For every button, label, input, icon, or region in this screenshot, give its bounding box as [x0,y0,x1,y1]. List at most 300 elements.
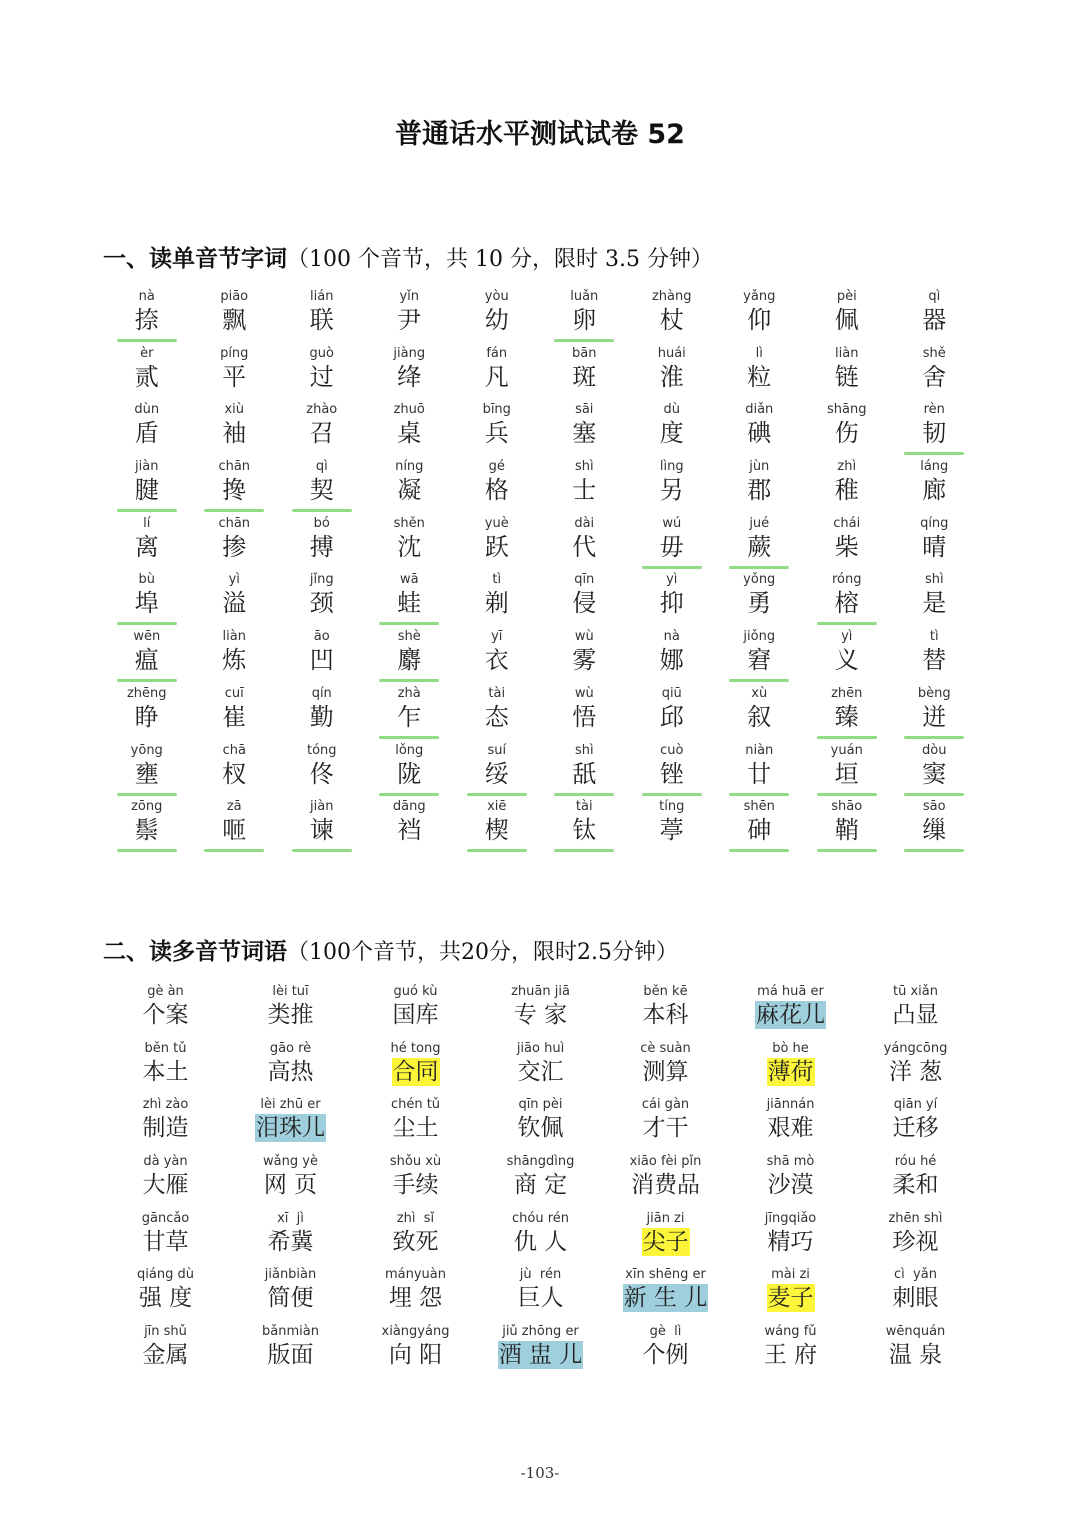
char-cell [716,628,804,685]
pinyin: zhì zào [142,1097,189,1113]
hanzi: 盾 [134,419,159,448]
char-cell [453,401,541,458]
word: 本科 [642,1002,689,1028]
pinyin: jiǔ zhōng er [502,1324,579,1340]
pinyin: zā [226,799,242,815]
char-cell [278,798,366,855]
underline-mark [904,452,964,455]
underline-mark [817,736,877,739]
pinyin: liàn [835,345,859,361]
hanzi: 格 [484,476,509,505]
underline-mark [379,679,439,682]
pinyin: shěn [393,515,425,531]
char-cell [716,288,804,345]
underline-mark [379,622,439,625]
word-cell [853,1153,978,1210]
pinyin: dù [663,402,680,418]
char-cell [103,401,191,458]
pinyin: xiù [224,402,245,418]
char-cell [103,742,191,799]
word-cell [103,1323,228,1380]
highlighted-word: 麻花儿 [756,1002,825,1028]
pinyin: shì [574,742,594,758]
char-cell [803,571,891,628]
word-cell [728,983,853,1040]
word: 金属 [142,1342,189,1369]
char-cell [628,628,716,685]
highlighted-word: 新 生 儿 [623,1285,708,1312]
char-cell [541,742,629,799]
pinyin: jù rén [519,1267,562,1283]
pinyin: dà yàn [143,1154,188,1170]
hanzi: 勇 [747,589,772,618]
word: 测算 [642,1058,689,1085]
char-cell [541,628,629,685]
char-cell [628,345,716,402]
char-cell [891,401,979,458]
hanzi: 葶 [659,816,684,845]
char-cell [628,515,716,572]
pinyin: suí [487,742,507,758]
pinyin: fán [486,345,508,361]
hanzi: 斑 [572,362,597,391]
word-cell [728,1323,853,1380]
pinyin: qíng [920,515,949,531]
pinyin: lǒng [395,742,424,758]
pinyin: niàn [745,742,774,758]
char-cell [191,798,279,855]
pinyin: xiàngyáng [381,1324,450,1340]
hanzi: 舐 [572,759,597,788]
char-cell [628,685,716,742]
word: 大雁 [142,1172,189,1199]
pinyin: chān [218,515,251,531]
word-cell [478,983,603,1040]
hanzi: 凹 [309,646,334,675]
hanzi: 链 [834,362,859,391]
hanzi: 稚 [834,476,859,505]
hanzi: 蕨 [747,532,772,561]
hanzi: 搏 [309,532,334,561]
word-cell [228,1323,353,1380]
pinyin: shā mò [766,1154,815,1170]
pinyin: luǎn [570,289,599,304]
char-cell [191,628,279,685]
hanzi: 绥 [484,759,509,788]
word: 强 度 [138,1285,193,1312]
pinyin: qiáng dù [137,1267,194,1283]
hanzi: 尹 [397,306,422,334]
word: 本土 [142,1058,189,1085]
hanzi: 伤 [834,419,859,448]
char-cell [366,571,454,628]
word: 类推 [267,1002,314,1028]
char-cell [278,515,366,572]
hanzi: 钛 [572,816,597,845]
hanzi: 睁 [134,702,159,731]
hanzi: 毋 [659,532,684,561]
hanzi: 榕 [834,589,859,618]
pinyin: bèng [917,685,951,701]
char-cell [541,401,629,458]
word: 网 页 [263,1172,318,1199]
word-cell [228,1153,353,1210]
underline-mark [117,622,177,625]
pinyin: èr [140,345,154,361]
pinyin: jiānnán [766,1097,815,1113]
pinyin: wú [662,515,682,531]
char-cell [278,742,366,799]
pinyin: liàn [222,629,246,645]
word: 巨人 [517,1285,564,1312]
char-cell [891,458,979,515]
pinyin: tài [575,799,593,815]
char-cell [628,742,716,799]
hanzi: 邱 [659,702,684,731]
char-cell [366,798,454,855]
char-cell [103,798,191,855]
word-cell [103,1040,228,1097]
pinyin: zhēn [831,685,863,701]
pinyin: jué [749,515,770,531]
word-cell [228,983,353,1040]
pinyin: yǐn [399,289,420,304]
char-cell [103,571,191,628]
char-cell [803,401,891,458]
char-cell [103,515,191,572]
pinyin: cái gàn [641,1097,690,1113]
hanzi: 契 [309,476,334,505]
char-cell [278,685,366,742]
char-cell [803,628,891,685]
underline-mark [204,849,264,852]
char-cell [891,345,979,402]
char-cell [891,742,979,799]
pinyin: níng [395,459,424,475]
hanzi: 士 [572,476,597,505]
pinyin: jiàn [135,459,159,475]
underline-mark [904,793,964,796]
underline-mark [642,793,702,796]
char-cell [366,515,454,572]
hanzi: 掺 [222,532,247,561]
char-cell [891,571,979,628]
pinyin: lèi zhū er [260,1097,321,1113]
pinyin: jiǎnbiàn [264,1267,317,1283]
hanzi: 捺 [134,306,159,334]
word: 希冀 [267,1228,314,1255]
pinyin: gé [488,459,505,475]
pinyin: zhēn shì [888,1210,943,1226]
hanzi: 臻 [834,702,859,731]
pinyin: zōng [131,799,163,815]
char-cell [891,288,979,345]
word-cell [478,1153,603,1210]
char-cell [803,742,891,799]
word: 刺眼 [892,1285,939,1312]
pinyin: shǒu xù [389,1154,442,1170]
underline-mark [117,679,177,682]
pinyin: zhì sǐ [396,1210,435,1226]
hanzi: 杈 [222,759,247,788]
word: 柔和 [892,1172,939,1199]
pinyin: chóu rén [511,1210,569,1226]
pinyin: jǐng [309,572,334,588]
pinyin: diǎn [745,402,774,418]
word-cell [353,1096,478,1153]
char-cell [628,401,716,458]
char-cell [803,798,891,855]
pinyin: zhì [837,459,857,475]
char-cell [191,458,279,515]
word-cell [853,1266,978,1323]
word: 钦佩 [517,1115,564,1142]
underline-mark [379,793,439,796]
hanzi: 侵 [572,589,597,618]
pinyin: qín [311,685,332,701]
char-cell [541,571,629,628]
word: 凸显 [892,1002,939,1028]
pinyin: yángcōng [883,1040,948,1056]
word-cell [353,1266,478,1323]
word-cell [353,1040,478,1097]
pinyin: gè àn [147,984,184,999]
underline-mark [729,793,789,796]
word-cell [853,983,978,1040]
pinyin: mányuàn [384,1267,446,1283]
hanzi: 衣 [484,646,509,675]
pinyin: xīn shēng er [625,1267,706,1283]
hanzi: 离 [134,532,159,561]
word: 埋 怨 [388,1285,443,1312]
word: 尘土 [392,1115,439,1142]
hanzi: 缫 [922,816,947,845]
pinyin: tì [492,572,502,588]
char-cell [453,798,541,855]
hanzi: 佟 [309,759,334,788]
pinyin: wǎng yè [263,1154,318,1170]
pinyin: zhào [306,402,338,418]
char-cell [628,798,716,855]
word-cell [603,1040,728,1097]
pinyin: jiān zi [646,1210,685,1226]
underline-mark [729,849,789,852]
char-cell [803,288,891,345]
word: 简便 [267,1285,314,1312]
pinyin: píng [220,345,249,361]
hanzi: 勤 [309,702,334,731]
pinyin: láng [920,459,949,475]
char-cell [453,288,541,345]
char-cell [453,571,541,628]
hanzi: 替 [922,646,947,675]
single-syllable-grid [103,288,978,855]
pinyin: zhuō [393,402,425,418]
hanzi: 贰 [134,362,159,391]
section1-heading [103,240,713,273]
hanzi: 瘟 [134,646,159,675]
pinyin: chén tǔ [390,1097,441,1113]
hanzi: 蛙 [397,589,422,618]
pinyin: shēn [743,799,775,815]
char-cell [716,742,804,799]
pinyin: cì yǎn [894,1267,937,1283]
hanzi: 乍 [397,702,422,731]
page-title: 普通话水平测试试卷 52 [395,119,685,150]
char-cell [891,628,979,685]
pinyin: bīng [482,402,511,418]
word: 专 家 [513,1002,568,1028]
underline-mark [554,339,614,342]
pinyin: jiàn [310,799,334,815]
char-cell [803,515,891,572]
char-cell [366,685,454,742]
underline-mark [117,793,177,796]
pinyin: jùn [749,459,770,475]
char-cell [716,571,804,628]
pinyin: chān [218,459,251,475]
hanzi: 态 [484,702,509,731]
hanzi: 召 [309,419,334,448]
word-cell [103,1266,228,1323]
char-cell [716,515,804,572]
word: 甘草 [142,1228,189,1255]
pinyin: bò he [772,1040,809,1056]
word-cell [478,1266,603,1323]
highlighted-word: 尖子 [642,1228,689,1255]
pinyin: dài [574,515,595,531]
hanzi: 飘 [222,306,247,334]
hanzi: 谏 [309,816,334,845]
pinyin: bó [313,515,330,531]
char-cell [453,458,541,515]
pinyin: qiū [661,685,682,701]
char-cell [103,458,191,515]
word-cell [853,1040,978,1097]
hanzi: 度 [659,419,684,448]
pinyin: shāo [831,799,863,815]
pinyin: hé tong [390,1040,441,1056]
hanzi: 粒 [747,362,772,391]
pinyin: zhuān jiā [511,984,570,999]
char-cell [453,685,541,742]
pinyin: yōng [130,742,163,758]
pinyin: róng [831,572,862,588]
pinyin: shāngdìng [506,1154,575,1170]
char-cell [191,742,279,799]
word-cell [353,1323,478,1380]
hanzi: 袖 [222,419,247,448]
pinyin: sāo [922,799,946,815]
pinyin: lián [310,289,334,304]
char-cell [891,798,979,855]
word: 洋 葱 [888,1058,943,1085]
pinyin: yǎng [743,289,776,304]
word: 个例 [642,1342,689,1369]
hanzi: 窦 [922,759,947,788]
pinyin: yòu [484,289,509,304]
char-cell [891,515,979,572]
pinyin: lìng [659,459,684,475]
word-cell [728,1210,853,1267]
pinyin: yuán [830,742,863,758]
char-cell [278,401,366,458]
pinyin: dùn [134,402,160,418]
hanzi: 绛 [397,362,422,391]
pinyin: sāi [575,402,594,418]
hanzi: 砷 [747,816,772,845]
underline-mark [204,509,264,512]
word-cell [353,1153,478,1210]
pinyin: yì [228,572,240,588]
char-cell [366,288,454,345]
word: 版面 [267,1342,314,1369]
char-cell [628,288,716,345]
pinyin: qiān yí [893,1097,938,1113]
word-cell [853,1210,978,1267]
char-cell [803,458,891,515]
word: 迁移 [892,1115,939,1142]
hanzi: 卵 [572,306,597,334]
char-cell [191,571,279,628]
pinyin: chā [222,742,246,758]
pinyin: shì [924,572,944,588]
word-cell [728,1266,853,1323]
char-cell [453,628,541,685]
pinyin: lèi tuī [272,984,309,999]
underline-mark [729,679,789,682]
hanzi: 腱 [134,476,159,505]
pinyin: cuò [660,742,684,758]
underline-mark [292,849,352,852]
pinyin: qì [928,289,941,304]
hanzi: 代 [572,532,597,561]
underline-mark [904,849,964,852]
hanzi: 锉 [659,759,684,788]
word-cell [478,1210,603,1267]
section1-title: 一、读单音节字词 [103,246,287,272]
hanzi: 窘 [747,646,772,675]
char-cell [453,345,541,402]
pinyin: chái [833,515,861,531]
hanzi: 壅 [134,759,159,788]
char-cell [191,288,279,345]
char-cell [891,685,979,742]
pinyin: xī jì [277,1210,304,1226]
hanzi: 娜 [659,646,684,675]
char-cell [191,685,279,742]
word: 国库 [392,1002,439,1028]
hanzi: 楔 [484,816,509,845]
underline-mark [379,736,439,739]
underline-mark [117,509,177,512]
hanzi: 颈 [309,589,334,618]
char-cell [366,458,454,515]
pinyin: jiàng [393,345,426,361]
hanzi: 碘 [747,419,772,448]
word-cell [728,1096,853,1153]
hanzi: 淮 [659,362,684,391]
pinyin: tài [488,685,506,701]
char-cell [278,345,366,402]
hanzi: 麝 [397,646,422,675]
pinyin: zhà [397,685,421,701]
hanzi: 是 [922,589,947,618]
underline-mark [817,849,877,852]
pinyin: běn tǔ [144,1040,187,1056]
word: 制造 [142,1115,189,1142]
pinyin: wáng fǔ [764,1324,817,1340]
